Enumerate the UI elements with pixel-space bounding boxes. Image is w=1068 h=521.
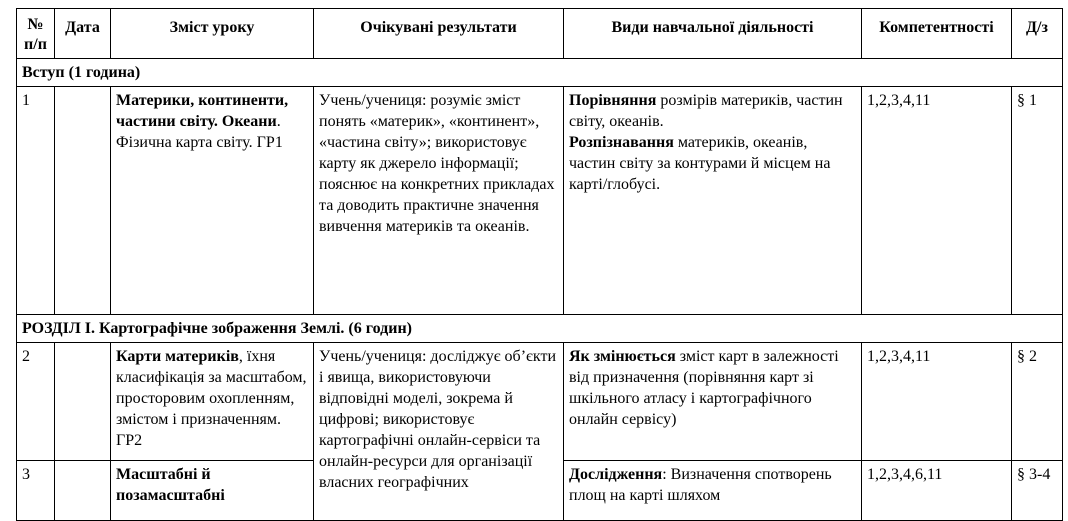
row-competences: 1,2,3,4,11 [862, 87, 1012, 315]
section-row-intro [17, 59, 1063, 87]
row-number: 3 [17, 461, 55, 521]
row-number: 1 [17, 87, 55, 315]
activity-text: зміст карт в залежності від призначення (порівняння карт зі шкільного атласу і картографічного онлайн сервісу) [569, 348, 839, 428]
row-date [55, 461, 111, 521]
row-date [55, 87, 111, 315]
row-content [111, 461, 314, 521]
section-row-1 [17, 315, 1063, 343]
row-number: 2 [17, 343, 55, 461]
header-num: № п/п [17, 9, 55, 59]
row-content [111, 87, 314, 315]
activity-text: : Визначення спотворень площ на карті шляхом [569, 466, 832, 504]
content-text: , їхня класифікація за масштабом, просторовим охопленням, змістом і призначенням. ГР2 [116, 348, 307, 449]
table-row [17, 343, 1063, 461]
section-title: РОЗДІЛ І. Картографічне зображення Землі. (6 годин) [17, 315, 1063, 343]
header-content: Зміст уроку [111, 9, 314, 59]
lesson-plan-table [16, 8, 1063, 521]
activity-bold: Як змінюється [569, 348, 676, 365]
row-activities [564, 87, 862, 315]
table-row [17, 87, 1063, 315]
header-date: Дата [55, 9, 111, 59]
header-row [17, 9, 1063, 59]
row-competences: 1,2,3,4,6,11 [862, 461, 1012, 521]
section-title: Вступ (1 година) [17, 59, 1063, 87]
content-bold: Карти материків [116, 348, 239, 365]
activity-text: розмірів материків, частин світу, океанів. [569, 92, 843, 130]
row-homework: § 3-4 [1012, 461, 1063, 521]
activity-bold: Порівняння [569, 92, 657, 109]
row-results: Учень/учениця: досліджує об’єкти і явища, використовуючи відповідні моделі, зокрема й цифрові; використовує картографічні онлайн-сервіси та онлайн-ресурси для організації власних географічних [314, 343, 564, 521]
row-content [111, 343, 314, 461]
header-competences: Компетентності [862, 9, 1012, 59]
row-activities [564, 461, 862, 521]
row-activities [564, 343, 862, 461]
row-date [55, 343, 111, 461]
row-competences: 1,2,3,4,11 [862, 343, 1012, 461]
activity-text: материків, океанів, частин світу за контурами й місцем на карті/глобусі. [569, 134, 831, 193]
content-text: . Фізична карта світу. ГР1 [116, 113, 283, 151]
content-bold: Материки, континенти, частини світу. Океани [116, 92, 289, 130]
row-results: Учень/учениця: розуміє зміст понять «материк», «континент», «частина світу»; використовує карту як джерело інформації; пояснює на конкретних прикладах та доводить практичне значення вивчення материків та океанів. [314, 87, 564, 315]
content-bold: Масштабні й позамасштабні [116, 466, 225, 504]
row-homework: § 1 [1012, 87, 1063, 315]
header-activities: Види навчальної діяльності [564, 9, 862, 59]
activity-bold: Розпізнавання [569, 134, 674, 151]
activity-bold: Дослідження [569, 466, 663, 483]
row-homework: § 2 [1012, 343, 1063, 461]
header-results: Очікувані результати [314, 9, 564, 59]
header-homework: Д/з [1012, 9, 1063, 59]
